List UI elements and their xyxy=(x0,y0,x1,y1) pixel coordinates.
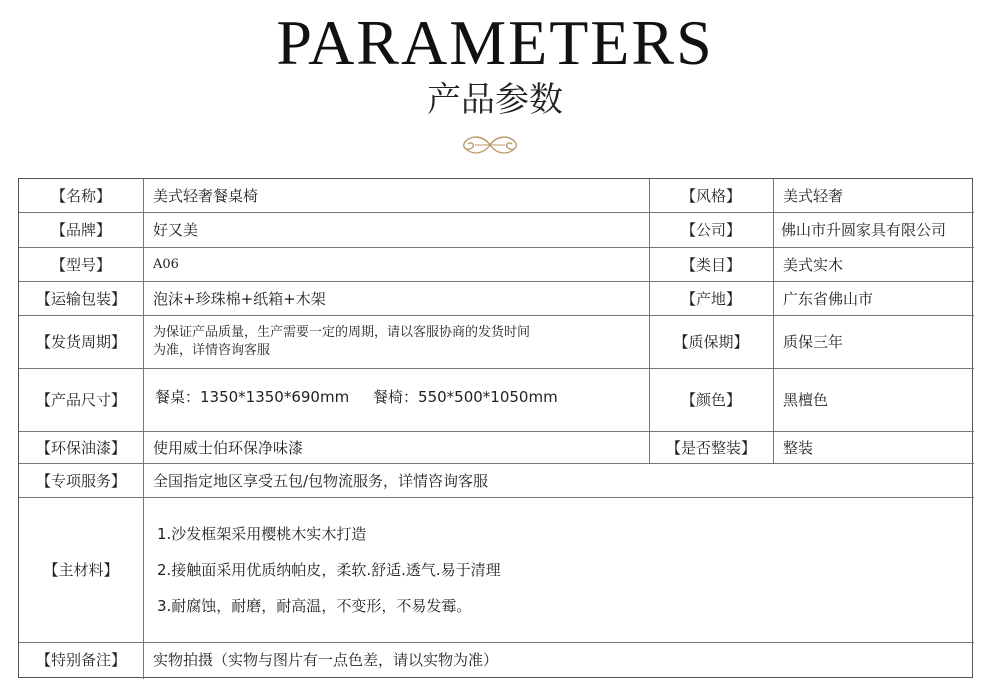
parameters-table xyxy=(18,178,973,678)
model-label: 【型号】 xyxy=(50,255,111,274)
warranty-label: 【质保期】 xyxy=(673,333,749,351)
paint-value: 使用威士伯环保净味漆 xyxy=(153,438,304,457)
note-value: 实物拍摄（实物与图片有一点色差，请以实物为准） xyxy=(153,651,499,669)
delivery-label: 【发货周期】 xyxy=(35,333,126,351)
color-label: 【颜色】 xyxy=(680,391,741,409)
service-value: 全国指定地区享受五包/包物流服务，详情咨询客服 xyxy=(153,471,489,490)
size-value: 餐桌：1350*1350*690mm 餐椅：550*500*1050mm xyxy=(155,388,558,406)
material-item: 2.接触面采用优质纳帕皮，柔软.舒适.透气.易于清理 xyxy=(157,560,501,579)
color-value: 黑檀色 xyxy=(783,391,829,409)
delivery-value-line-2: 为准，详情咨询客服 xyxy=(153,342,271,358)
ornament-icon xyxy=(455,130,525,160)
size-label: 【产品尺寸】 xyxy=(35,391,126,409)
style-label: 【风格】 xyxy=(680,187,741,205)
brand-label: 【品牌】 xyxy=(50,221,111,239)
page-title-english: PARAMETERS xyxy=(276,7,714,78)
warranty-value: 质保三年 xyxy=(783,333,844,351)
origin-label: 【产地】 xyxy=(680,289,741,308)
material-list xyxy=(143,497,973,642)
category-value: 美式实木 xyxy=(783,255,844,274)
model-value: A06 xyxy=(153,256,179,272)
style-value: 美式轻奢 xyxy=(783,187,844,205)
company-value: 佛山市升圆家具有限公司 xyxy=(781,221,947,239)
assembled-value: 整装 xyxy=(783,438,814,457)
delivery-value-line-1: 为保证产品质量，生产需要一定的周期，请以客服协商的发货时间 xyxy=(153,324,531,340)
packing-label: 【运输包装】 xyxy=(35,289,126,308)
header xyxy=(0,0,990,178)
brand-value: 好又美 xyxy=(153,221,199,239)
delivery-value xyxy=(143,315,649,368)
page-title-chinese: 产品参数 xyxy=(427,80,563,120)
name-label: 【名称】 xyxy=(50,187,111,205)
company-label: 【公司】 xyxy=(680,221,741,239)
service-label: 【专项服务】 xyxy=(35,471,126,490)
material-item: 1.沙发框架采用樱桃木实木打造 xyxy=(157,524,367,543)
note-label: 【特别备注】 xyxy=(35,651,126,669)
assembled-label: 【是否整装】 xyxy=(665,438,756,457)
material-item: 3.耐腐蚀，耐磨，耐高温，不变形，不易发霉。 xyxy=(157,596,472,615)
paint-label: 【环保油漆】 xyxy=(35,438,126,457)
name-value: 美式轻奢餐桌椅 xyxy=(153,187,259,205)
packing-value: 泡沫+珍珠棉+纸箱+木架 xyxy=(153,289,326,308)
origin-value: 广东省佛山市 xyxy=(783,289,874,308)
category-label: 【类目】 xyxy=(680,255,741,274)
material-label: 【主材料】 xyxy=(43,561,119,579)
